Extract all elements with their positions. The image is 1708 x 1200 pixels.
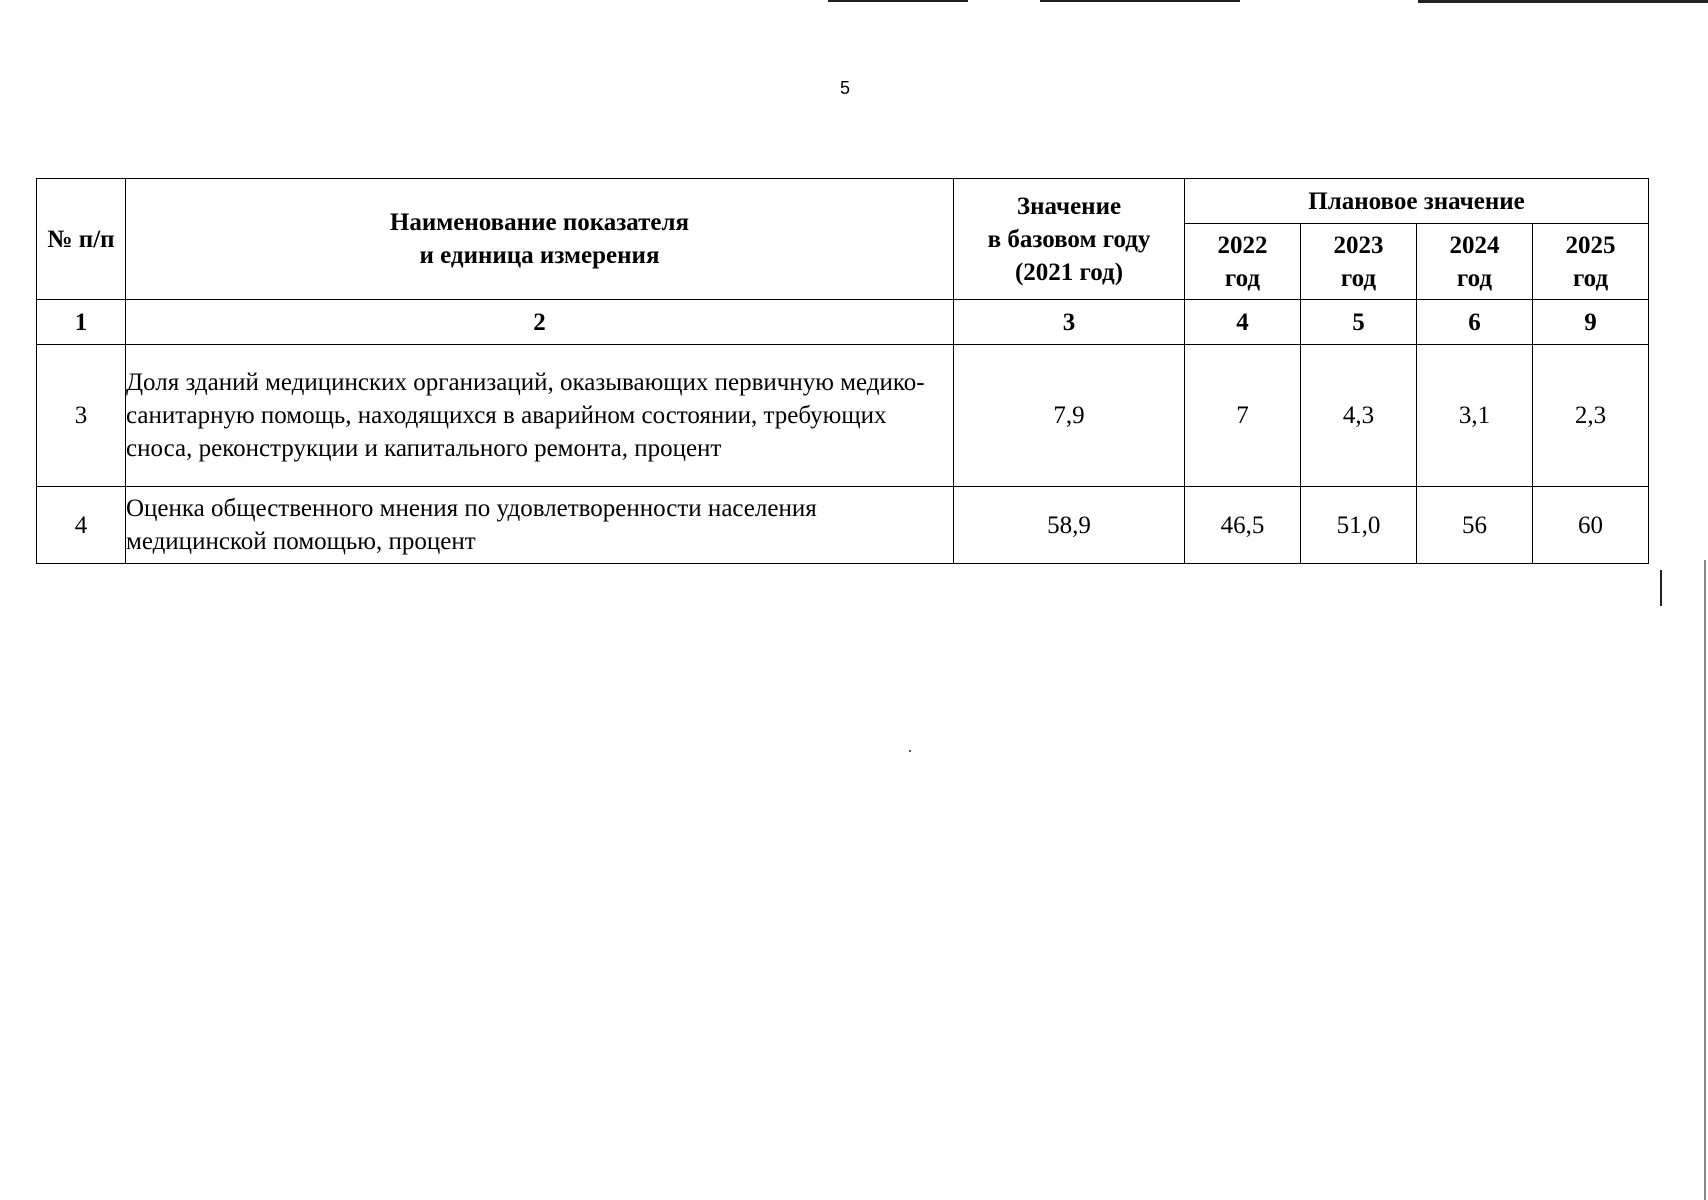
column-number: 3 — [954, 300, 1185, 345]
row-name: Оценка общественного мнения по удовлетворенности населения медицинской помощью, процент — [126, 487, 954, 564]
row-value-2024: 3,1 — [1417, 345, 1533, 487]
row-value-2022: 7 — [1185, 345, 1301, 487]
column-number: 9 — [1533, 300, 1649, 345]
scan-artifact-top-1 — [828, 0, 968, 2]
scan-artifact-top-3 — [1418, 0, 1708, 3]
header-planned: Плановое значение — [1185, 179, 1649, 224]
column-number: 6 — [1417, 300, 1533, 345]
header-year-2023: 2023 год — [1301, 224, 1417, 300]
row-base-value: 7,9 — [954, 345, 1185, 487]
header-year-2022: 2022 год — [1185, 224, 1301, 300]
column-number: 5 — [1301, 300, 1417, 345]
row-value-2025: 2,3 — [1533, 345, 1649, 487]
header-year-2025: 2025 год — [1533, 224, 1649, 300]
row-value-2024: 56 — [1417, 487, 1533, 564]
scan-artifact-right-2 — [1704, 560, 1706, 1200]
row-value-2023: 51,0 — [1301, 487, 1417, 564]
row-num: 4 — [37, 487, 126, 564]
page-number: 5 — [839, 78, 850, 98]
scan-speck — [909, 750, 911, 752]
row-value-2025: 60 — [1533, 487, 1649, 564]
column-number: 4 — [1185, 300, 1301, 345]
scan-artifact-top-2 — [1040, 0, 1240, 2]
indicators-table — [36, 178, 1649, 564]
scan-artifact-right-1 — [1660, 570, 1662, 606]
column-number: 2 — [126, 300, 954, 345]
table-row — [37, 345, 1649, 487]
header-year-2024: 2024 год — [1417, 224, 1533, 300]
table-row — [37, 487, 1649, 564]
row-value-2023: 4,3 — [1301, 345, 1417, 487]
row-name: Доля зданий медицинских организаций, оказывающих первичную медико-санитарную помощь, находящихся в аварийном состоянии, требующих сноса, реконструкции и капитального ремонта, процент — [126, 345, 954, 487]
header-num: № п/п — [37, 179, 126, 300]
header-base-value: Значение в базовом году (2021 год) — [954, 179, 1185, 300]
row-base-value: 58,9 — [954, 487, 1185, 564]
row-num: 3 — [37, 345, 126, 487]
row-value-2022: 46,5 — [1185, 487, 1301, 564]
column-number: 1 — [37, 300, 126, 345]
header-name: Наименование показателя и единица измерения — [126, 179, 954, 300]
